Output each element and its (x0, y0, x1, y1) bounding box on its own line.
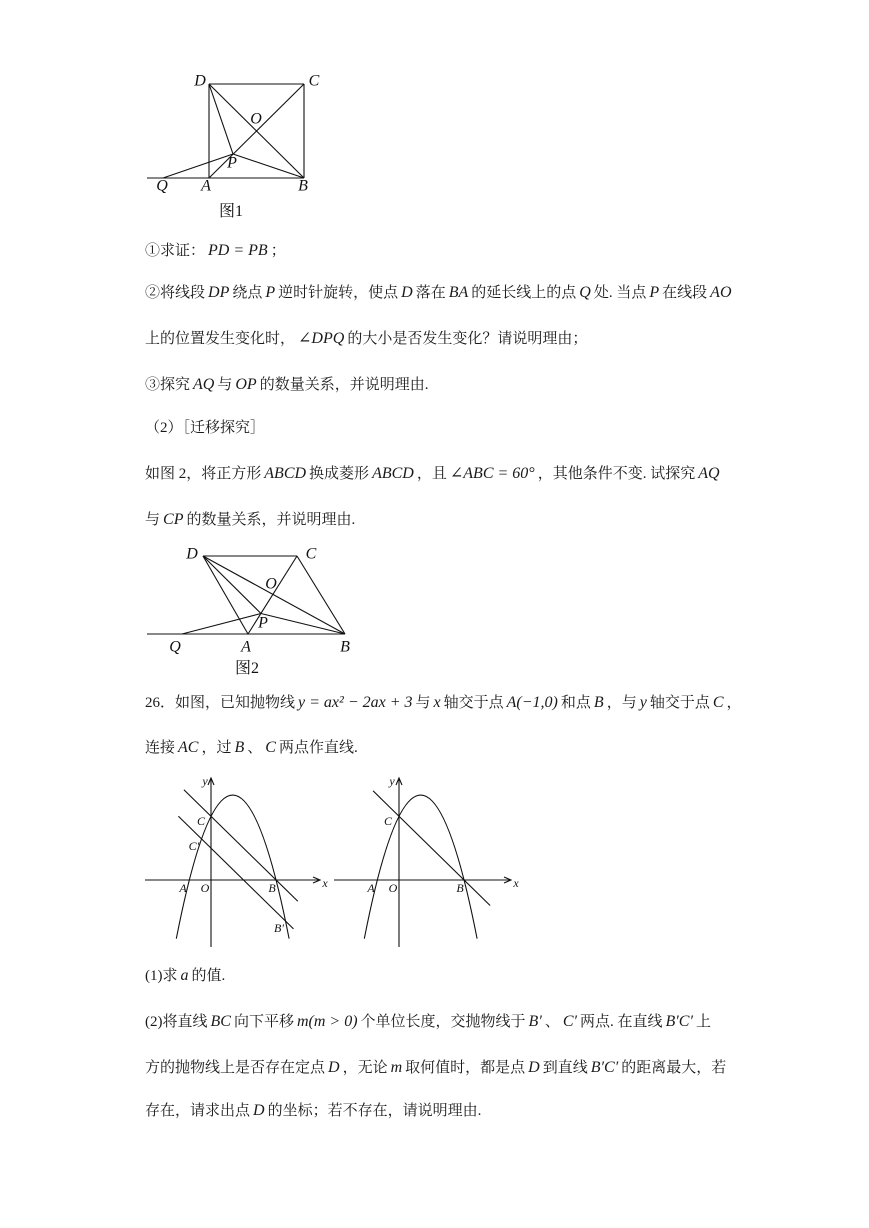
text-run: 、 (247, 740, 263, 756)
text-run: 的数量关系，并说明理由. (186, 512, 356, 528)
point-label-c: C (383, 814, 393, 828)
math-expression: D (328, 1059, 340, 1076)
text-run: 绕点 (232, 285, 263, 301)
problem-26-q2-line-3 (145, 1100, 481, 1122)
point-label-q: Q (169, 638, 181, 656)
math-expression: m(m > 0) (296, 1013, 358, 1030)
point-label-a: A (241, 638, 251, 656)
graph-parabola-with-line-bc (332, 770, 522, 955)
point-label-c: C (196, 814, 206, 828)
parabola-curve (176, 795, 289, 939)
question-prove-pd-equals-pb (145, 240, 286, 262)
point-label-q: Q (156, 177, 168, 195)
text-run: 的值. (191, 968, 226, 984)
segment-dp (209, 84, 233, 154)
segment-qp (163, 154, 233, 178)
diagonal-db (203, 556, 345, 634)
point-label-b: B (268, 881, 276, 895)
part-2-question-line-2 (145, 509, 355, 531)
axis-label-y: y (202, 774, 208, 788)
point-label-c: C (308, 72, 320, 90)
text-run: 个单位长度，交抛物线于 (360, 1014, 526, 1030)
text-run: 方的抛物线上是否存在定点 (145, 1060, 326, 1076)
math-expression: B′ (528, 1013, 542, 1030)
point-label-c: C (305, 545, 317, 563)
point-label-o: O (200, 881, 210, 895)
math-expression: y = ax² − 2ax + 3 (298, 694, 413, 711)
problem-26-q2-line-1 (145, 1011, 711, 1033)
text-run: 和点 (560, 695, 591, 711)
text-run: (1)求 (145, 968, 178, 984)
line-b-prime-c-prime (178, 816, 293, 929)
math-expression: ABCD (372, 465, 414, 482)
point-label-o: O (265, 575, 277, 593)
text-run: 26．如图，已知抛物线 (145, 695, 296, 711)
text-run: 两点. 在直线 (580, 1014, 663, 1030)
text-run: ①求证： (145, 243, 206, 259)
point-label-d: D (194, 72, 206, 90)
math-expression: B (234, 739, 245, 756)
point-label-p: P (258, 614, 268, 632)
text-run: ，过 (201, 740, 232, 756)
text-run: 落在 (415, 285, 446, 301)
text-run: 的距离最大，若 (621, 1060, 727, 1076)
figure-1-caption: 图1 (218, 203, 244, 220)
point-label-o: O (388, 881, 398, 895)
point-label-c-prime: C′ (188, 839, 200, 853)
math-expression: D (401, 284, 413, 301)
text-run: 如图 2，将正方形 (145, 466, 262, 482)
text-run: 存在，请求出点 (145, 1103, 251, 1119)
math-expression: AC (178, 739, 199, 756)
text-run: 与 (415, 695, 431, 711)
math-expression: B′C′ (590, 1059, 619, 1076)
math-expression: P (265, 284, 276, 301)
text-run: ，其他条件不变. 试探究 (537, 466, 696, 482)
math-expression: x (433, 694, 441, 711)
point-label-p: P (227, 154, 237, 172)
segment-qp (182, 614, 261, 635)
text-run: 处. 当点 (593, 285, 647, 301)
side-cb (297, 556, 345, 634)
math-expression: ∠ABC = 60° (449, 465, 535, 482)
math-expression: C′ (562, 1013, 578, 1030)
segment-dp (203, 556, 261, 614)
math-expression: CP (163, 511, 184, 528)
point-label-a: A (179, 881, 187, 895)
math-expression: ABCD (264, 465, 307, 482)
text-run: 到直线 (542, 1060, 588, 1076)
text-run: ②将线段 (145, 285, 206, 301)
text-run: 在线段 (662, 285, 708, 301)
math-expression: BC (210, 1013, 231, 1030)
axis-label-y: y (389, 774, 395, 788)
question-rotation-line-1 (145, 282, 735, 304)
math-expression: PD = PB (208, 242, 268, 259)
math-expression: m (390, 1059, 403, 1076)
axis-label-x: x (513, 876, 519, 890)
text-run: 、 (544, 1014, 560, 1030)
math-expression: D (528, 1059, 540, 1076)
point-label-a: A (367, 881, 375, 895)
math-expression: C (265, 739, 276, 756)
segment-pb (261, 614, 345, 635)
figure-1-square-diagram (140, 65, 330, 225)
math-expression: a (180, 967, 189, 984)
math-expression: B (593, 694, 604, 711)
text-run: ，且 (416, 466, 447, 482)
text-run: 向下平移 (233, 1014, 294, 1030)
math-expression: DP (208, 284, 230, 301)
math-expression: AO (710, 284, 732, 301)
question-rotation-line-2 (145, 328, 587, 350)
math-expression: C (712, 694, 724, 711)
figure-2-rhombus-diagram (140, 540, 360, 680)
math-expression: P (649, 284, 660, 301)
text-run: ，与 (606, 695, 637, 711)
text-run: 的延长线上的点 (471, 285, 577, 301)
math-expression: B′C′ (665, 1013, 693, 1030)
text-run: 取何值时，都是点 (405, 1060, 526, 1076)
part-2-question-line-1 (145, 463, 723, 485)
text-run: ， (726, 695, 742, 711)
text-run: 两点作直线. (278, 740, 358, 756)
parabola-curve (364, 795, 477, 939)
math-expression: AQ (193, 376, 215, 393)
point-label-b: B (456, 881, 464, 895)
math-expression: Q (579, 284, 591, 301)
text-run: 上的位置发生变化时， (145, 331, 296, 347)
text-run: ； (270, 243, 286, 259)
math-expression: ∠DPQ (298, 330, 345, 347)
text-run: 与 (217, 377, 233, 393)
point-label-b: B (298, 177, 308, 195)
text-run: 轴交于点 (649, 695, 710, 711)
text-run: 换成菱形 (309, 466, 370, 482)
problem-26-q1-line (145, 965, 225, 987)
point-label-b: B (340, 638, 350, 656)
figure-2-caption: 图2 (234, 660, 260, 677)
text-run: 与 (145, 512, 161, 528)
point-label-d: D (186, 545, 198, 563)
graph-parabola-with-shifted-line (140, 770, 332, 955)
point-label-o: O (250, 110, 262, 128)
segment-pb (233, 154, 304, 178)
text-run: 上 (695, 1014, 711, 1030)
math-expression: A(−1,0) (506, 694, 558, 711)
math-expression: AQ (698, 465, 720, 482)
math-expression: OP (235, 376, 257, 393)
problem-26-stem-line-2 (145, 737, 358, 759)
problem-26-q2-line-2 (145, 1057, 726, 1079)
text-run: 连接 (145, 740, 176, 756)
point-label-a: A (201, 177, 211, 195)
math-expression: y (639, 694, 647, 711)
text-run: 逆时针旋转，使点 (278, 285, 399, 301)
question-explore-aq-op (145, 374, 428, 396)
text-run: 的数量关系，并说明理由. (259, 377, 429, 393)
text-run: 的大小是否发生变化？请说明理由； (347, 331, 588, 347)
math-expression: BA (448, 284, 469, 301)
axis-label-x: x (322, 876, 328, 890)
diagonal-ac (248, 556, 297, 634)
text-run: 轴交于点 (443, 695, 504, 711)
part-2-heading: （2）［迁移探究］ (145, 420, 266, 436)
text-run: ③探究 (145, 377, 191, 393)
text-run: ，无论 (342, 1060, 388, 1076)
text-run: 的坐标；若不存在，请说明理由. (267, 1103, 482, 1119)
math-expression: D (253, 1102, 265, 1119)
text-run: (2)将直线 (145, 1014, 208, 1030)
problem-26-stem-line-1 (145, 692, 742, 714)
point-label-b-prime: B′ (274, 921, 284, 935)
